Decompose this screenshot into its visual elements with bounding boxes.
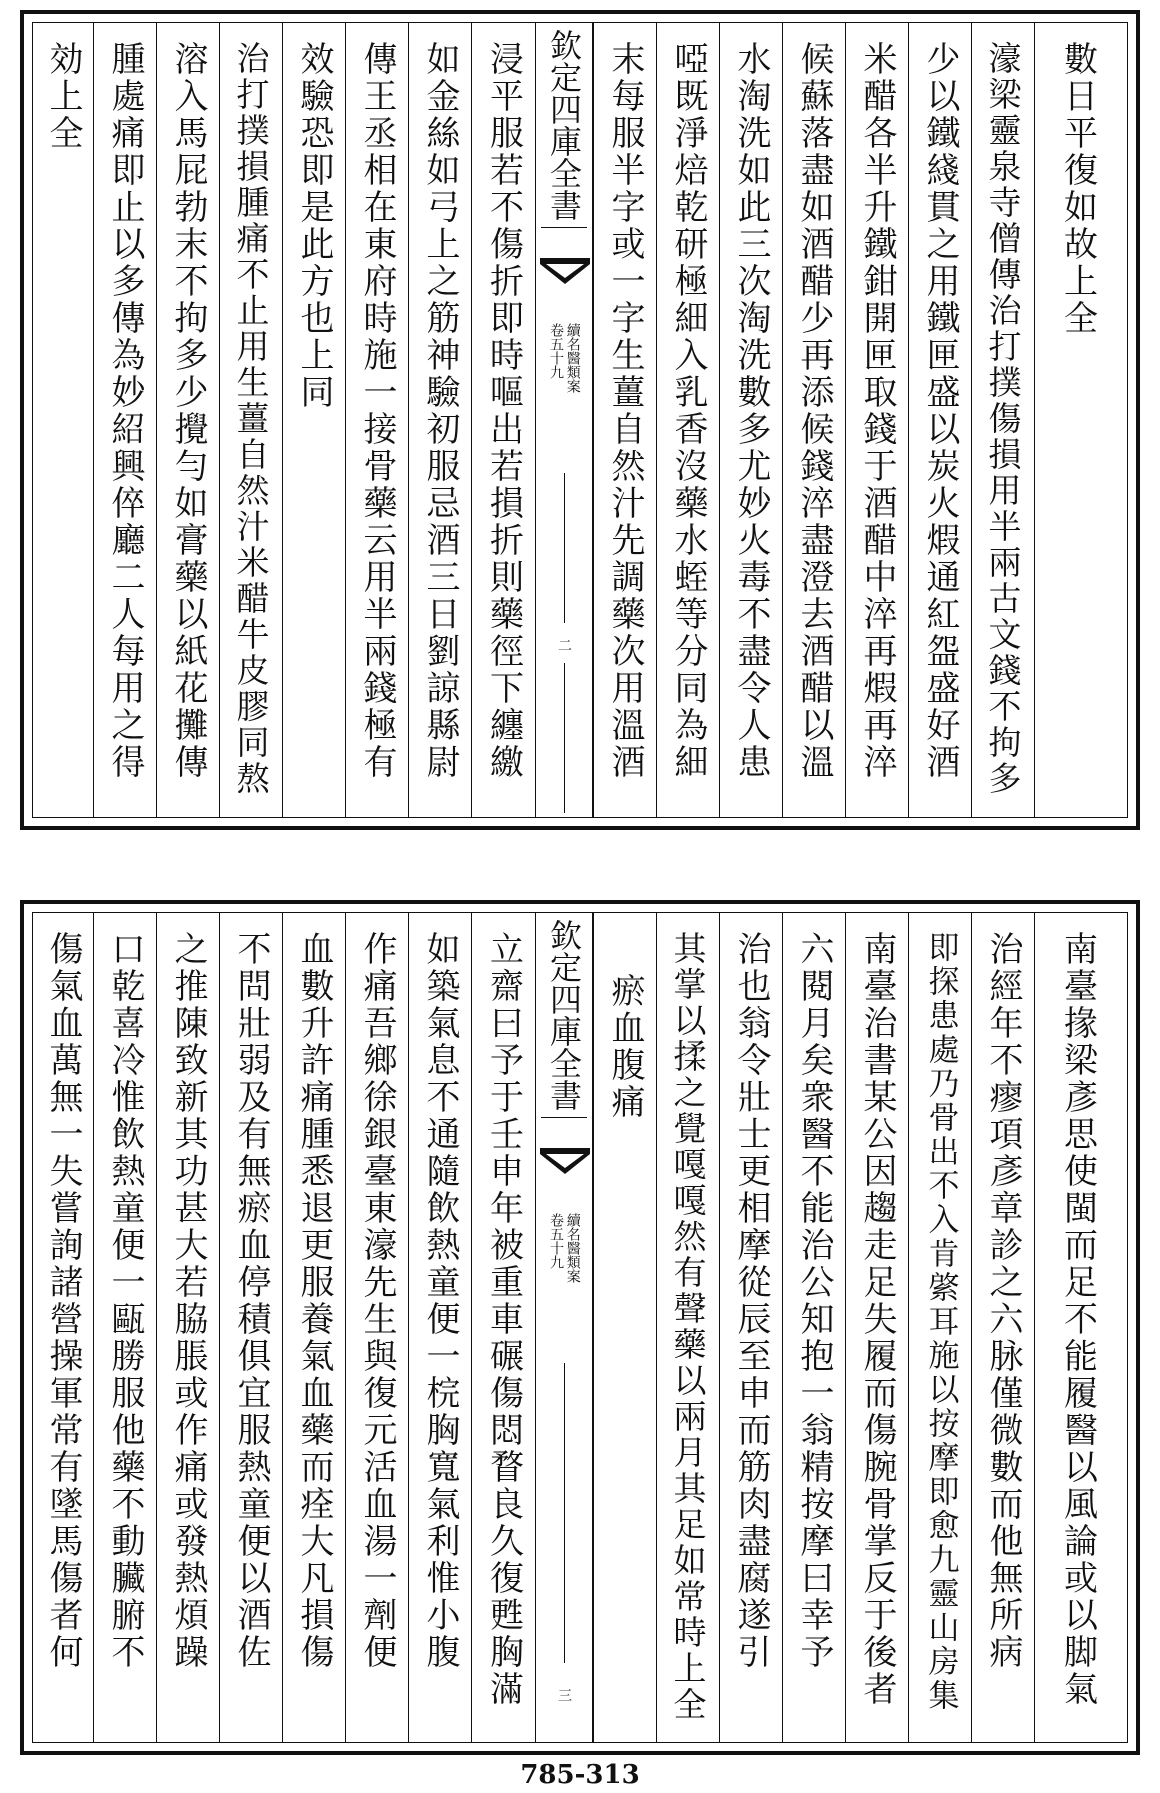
column-text: 末每服半字或一字生薑自然汁先調藥次用溫酒 (605, 41, 645, 781)
column-text: 如築氣息不通隨飲熱童便一梡胸寬氣利惟小腹 (420, 931, 460, 1671)
column-text: 南臺掾梁彥思使閩而足不能履醫以風論或以脚氣 (1057, 931, 1098, 1708)
text-column (656, 913, 719, 1742)
text-column (971, 23, 1034, 817)
page-footer-number: 785-313 (520, 1760, 640, 1790)
fish-tail-mark-icon (540, 1148, 590, 1174)
column-text: 南臺治書某公因趨走足失履而傷腕骨掌反于後者 (857, 931, 897, 1708)
column-text: 即探患處乃骨出不入肯綮耳施以按摩即愈九靈山房集 (922, 931, 959, 1713)
text-column (282, 913, 345, 1742)
gutter-rule (564, 473, 565, 623)
column-text: 其掌以揉之覺嘎嘎然有聲藥以兩月其足如常時上全 (668, 931, 708, 1723)
text-column (33, 913, 93, 1742)
column-text: 治也翁令壯士更相摩從辰至申而筋肉盡腐遂引 (731, 931, 771, 1671)
column-text: 數日平復如故上全 (1057, 41, 1098, 337)
column-text: 浸平服若不傷折即時嘔出若損折則藥徑下纏繳 (483, 41, 524, 781)
text-column (1034, 913, 1120, 1742)
column-text: 之推陳致新其功甚大若脇脹或作痛或發熱煩躁 (168, 931, 208, 1671)
text-column (845, 913, 908, 1742)
text-column (719, 913, 782, 1742)
column-text: 六閱月矣衆醫不能治公知抱一翁精按摩曰幸予 (794, 931, 834, 1671)
column-text: 不問壯弱及有無瘀血停積俱宜服熱童便以酒佐 (231, 931, 271, 1671)
column-text: 少以鐵綫貫之用鐵匣盛以炭火煆通紅盌盛好酒 (920, 41, 960, 781)
column-text: 水淘洗如此三次淘洗數多尤妙火毒不盡令人患 (731, 41, 771, 781)
text-column (656, 23, 719, 817)
gutter-rule (564, 663, 565, 813)
text-column (719, 23, 782, 817)
text-column (93, 913, 156, 1742)
gutter-title: 欽定四庫全書 (541, 919, 587, 1118)
column-text: 如金絲如弓上之筋神驗初服忌酒三日劉諒縣尉 (420, 41, 460, 781)
text-column (971, 913, 1034, 1742)
gutter-rule (564, 1363, 565, 1663)
column-text: 作痛吾鄉徐銀臺東濠先生與復元活血湯一劑便 (357, 931, 397, 1671)
column-text: 溶入馬屁勃末不拘多少攪勻如膏藥以紙花攤傳 (168, 41, 208, 781)
text-column (471, 23, 535, 817)
column-text: 傷氣血萬無一失嘗詢諸營操軍常有墜馬傷者何 (43, 931, 83, 1671)
gutter-book-title (547, 1213, 581, 1283)
gutter-title: 欽定四庫全書 (541, 29, 587, 228)
gutter-book-name: 續名醫類案 (564, 1213, 581, 1283)
text-column (33, 23, 93, 817)
text-column (845, 23, 908, 817)
column-text: 効上全 (43, 41, 83, 152)
page-bottom (20, 900, 1140, 1755)
column-text: 口乾喜冷惟飲熱童便一甌勝服他藥不動臟腑不 (105, 931, 145, 1671)
gutter-page-number: 二 (556, 638, 572, 652)
page-top-frame (32, 22, 1128, 818)
column-text: 腫處痛即止以多傳為妙紹興倅廳二人每用之得 (105, 41, 145, 781)
text-column (908, 23, 971, 817)
gutter-book-title (547, 323, 581, 393)
text-column (93, 23, 156, 817)
gutter-page-number: 三 (556, 1688, 572, 1702)
center-gutter (535, 23, 593, 817)
text-column (782, 23, 845, 817)
column-text: 立齋曰予于壬申年被重車碾傷悶瞀良久復甦胸滿 (483, 931, 524, 1708)
gutter-book-name: 續名醫類案 (564, 323, 581, 393)
text-column (156, 913, 219, 1742)
text-column (408, 913, 471, 1742)
text-column (219, 23, 282, 817)
text-column (593, 23, 656, 817)
text-column (1034, 23, 1120, 817)
page-bottom-frame (32, 912, 1128, 1743)
text-column (908, 913, 971, 1742)
column-text: 濠梁靈泉寺僧傳治打撲傷損用半兩古文錢不拘多 (983, 41, 1023, 797)
text-column (593, 913, 656, 1742)
text-column (345, 23, 408, 817)
text-column (345, 913, 408, 1742)
text-column (408, 23, 471, 817)
column-text: 候蘇落盡如酒醋少再添候錢淬盡澄去酒醋以溫 (794, 41, 834, 781)
text-column (782, 913, 845, 1742)
text-column (471, 913, 535, 1742)
column-text: 效驗恐即是此方也上同 (294, 41, 334, 411)
text-column (156, 23, 219, 817)
fish-tail-mark-icon (540, 258, 590, 284)
center-gutter (535, 913, 593, 1742)
column-text: 啞既淨焙乾研極細入乳香沒藥水蛭等分同為細 (668, 41, 708, 781)
column-text: 治經年不瘳項彥章診之六脉僅微數而他無所病 (983, 931, 1023, 1671)
column-text: 治打撲損腫痛不止用生薑自然汁米醋牛皮膠同熬 (231, 41, 271, 797)
column-text: 血數升許痛腫悉退更服養氣血藥而痊大凡損傷 (294, 931, 334, 1671)
column-text: 米醋各半升鐵鉗開匣取錢于酒醋中淬再煆再淬 (857, 41, 897, 781)
text-column (219, 913, 282, 1742)
gutter-juan: 卷五十九 (548, 323, 564, 379)
column-text: 瘀血腹痛 (605, 973, 645, 1121)
gutter-juan: 卷五十九 (548, 1213, 564, 1269)
page-top (20, 10, 1140, 830)
column-text: 傳王丞相在東府時施一接骨藥云用半兩錢極有 (357, 41, 397, 781)
text-column (282, 23, 345, 817)
